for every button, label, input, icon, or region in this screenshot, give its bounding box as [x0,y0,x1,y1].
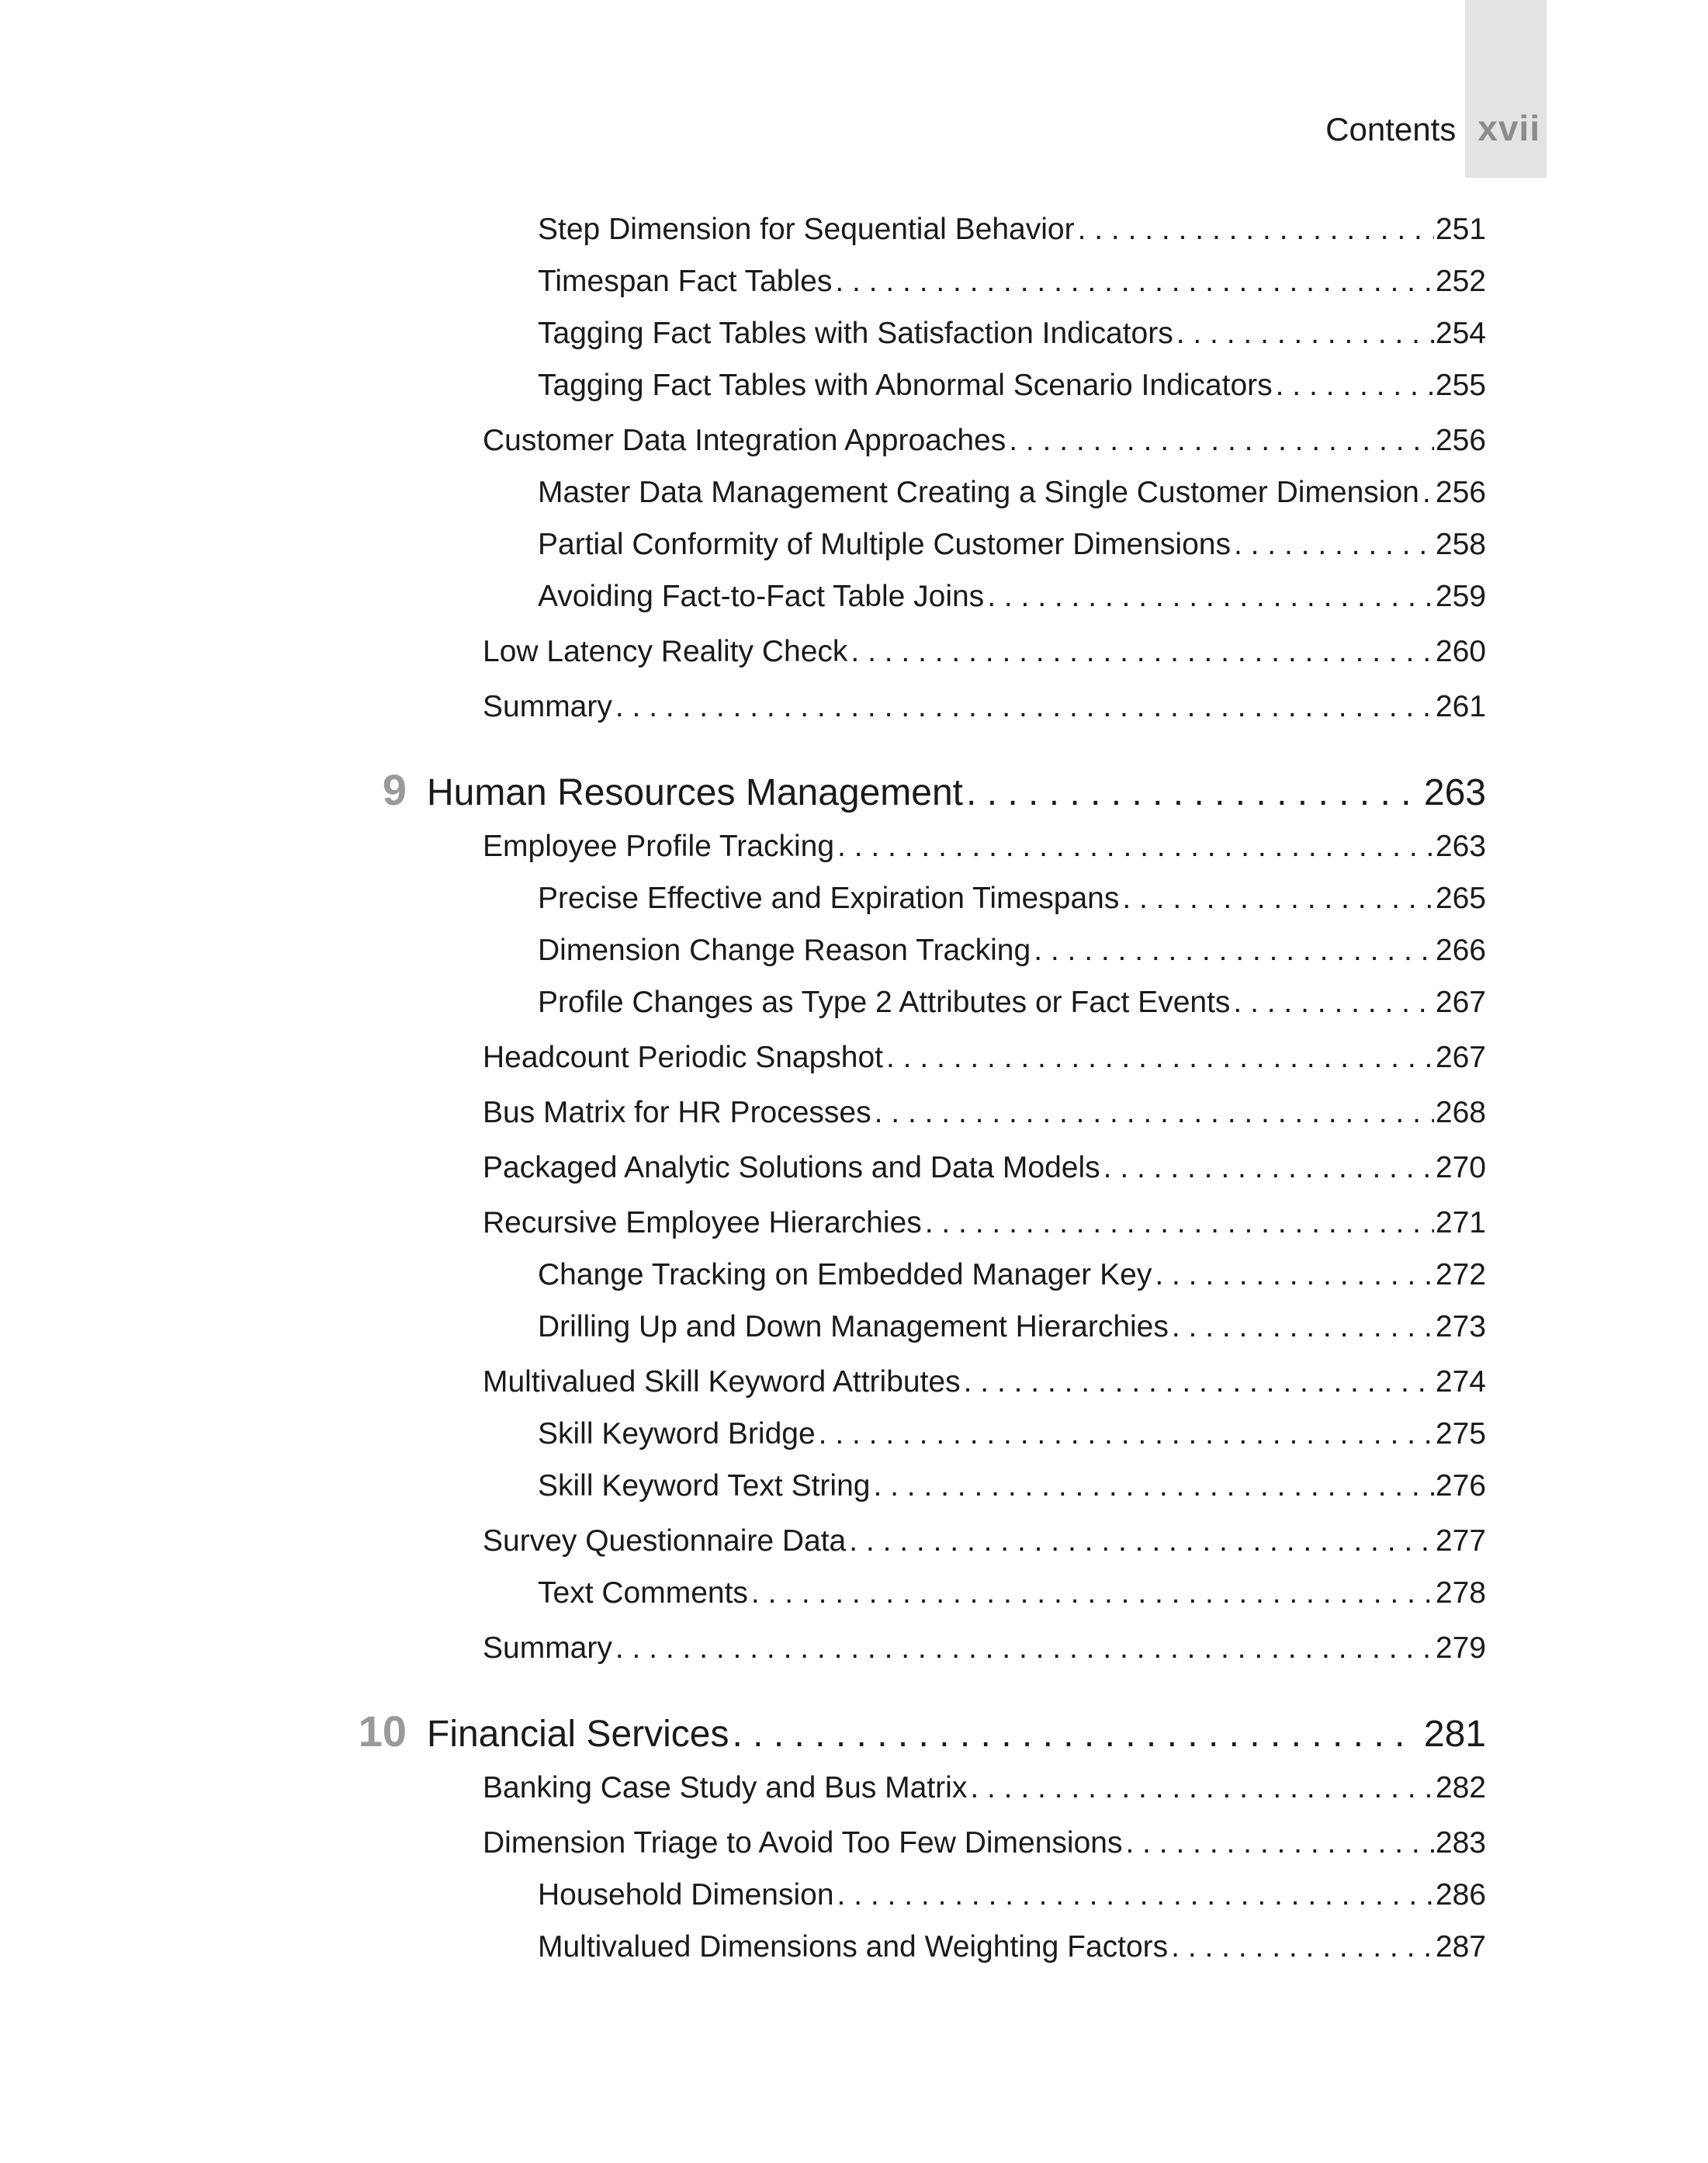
dot-leader [615,688,1434,726]
chapter-title: Human Resources Management [427,772,964,813]
dot-leader [1078,211,1434,248]
toc-entry-page: 274 [1435,1365,1486,1399]
toc-entry-title: Tagging Fact Tables with Satisfaction Indicators [538,317,1173,350]
dot-leader [964,1364,1434,1401]
dot-leader [835,263,1434,300]
dot-leader [1122,880,1434,917]
dot-leader [1171,1929,1434,1966]
toc-entry-page: 268 [1435,1096,1486,1129]
toc-entry-page: 283 [1435,1826,1486,1860]
chapter-page: 281 [1423,1714,1486,1755]
toc-entry[interactable] [538,263,1486,300]
toc-entry[interactable] [538,1575,1486,1612]
toc-entry-page: 258 [1435,528,1486,561]
dot-leader [1233,984,1434,1021]
toc-entry-title: Change Tracking on Embedded Manager Key [538,1258,1152,1291]
toc-entry-title: Master Data Management Creating a Single Customer Dimension [538,476,1419,509]
dot-leader [1103,1149,1434,1187]
toc-entry[interactable] [538,1929,1486,1966]
toc-entry-page: 275 [1435,1417,1486,1451]
dot-leader [1176,315,1434,352]
toc-entry-title: Household Dimension [538,1878,834,1912]
dot-leader [970,1770,1434,1807]
dot-leader [837,828,1434,865]
dot-leader [849,1523,1434,1560]
toc-entry[interactable] [538,1309,1486,1346]
toc-entry[interactable] [483,422,1486,459]
toc-entry-page: 271 [1435,1206,1486,1239]
dot-leader [873,1468,1433,1505]
toc-entry-title: Summary [483,1631,612,1665]
toc-entry-title: Skill Keyword Bridge [538,1417,816,1451]
toc-entry-title: Text Comments [538,1576,748,1610]
dot-leader [1234,526,1434,563]
toc-entry[interactable] [483,1825,1486,1862]
toc-entry[interactable] [483,1630,1486,1667]
dot-leader [875,1094,1434,1132]
toc-entry-title: Low Latency Reality Check [483,635,848,668]
toc-entry-page: 282 [1435,1771,1486,1804]
toc-entry-title: Survey Questionnaire Data [483,1524,847,1558]
toc-entry-title: Employee Profile Tracking [483,830,835,863]
toc-entry-page: 254 [1435,317,1486,350]
toc-entry[interactable] [538,1257,1486,1294]
toc-entry[interactable] [538,1468,1486,1505]
toc-entry[interactable] [538,932,1486,969]
toc-entry-page: 277 [1435,1524,1486,1558]
chapter-number: 10 [358,1707,407,1756]
toc-entry-page: 267 [1435,986,1486,1019]
toc-entry-title: Bus Matrix for HR Processes [483,1096,871,1129]
toc-entry-title: Packaged Analytic Solutions and Data Models [483,1151,1100,1184]
toc-entry-page: 266 [1435,934,1486,967]
header-page-number: xvii [1478,108,1540,148]
toc-entry-title: Timespan Fact Tables [538,265,833,298]
toc-entry[interactable] [483,1770,1486,1807]
toc-entry-title: Tagging Fact Tables with Abnormal Scenario Indicators [538,369,1273,402]
toc-entry-title: Step Dimension for Sequential Behavior [538,213,1075,246]
toc-entry[interactable] [483,1039,1486,1076]
toc-entry-title: Multivalued Dimensions and Weighting Factors [538,1930,1169,1964]
toc-entry[interactable] [483,1364,1486,1401]
toc-entry-page: 286 [1435,1878,1486,1912]
toc-entry[interactable] [483,1523,1486,1560]
dot-leader [615,1630,1434,1667]
dot-leader [1422,474,1434,511]
toc-entry-title: Precise Effective and Expiration Timespans [538,882,1120,915]
toc-entry-title: Drilling Up and Down Management Hierarchies [538,1310,1169,1343]
toc-entry[interactable] [483,1205,1486,1242]
dot-leader [966,771,1413,814]
dot-leader [819,1416,1434,1453]
dot-leader [987,578,1434,615]
toc-entry[interactable] [538,315,1486,352]
dot-leader [1172,1309,1434,1346]
toc-entry-page: 256 [1435,476,1486,509]
dot-leader [1155,1257,1434,1294]
toc-entry[interactable] [538,880,1486,917]
toc-entry-page: 287 [1435,1930,1486,1964]
dot-leader [1276,367,1434,404]
toc-entry-page: 279 [1435,1631,1486,1665]
dot-leader [925,1205,1434,1242]
toc-entry[interactable] [483,633,1486,671]
toc-entry-title: Partial Conformity of Multiple Customer Dimensions [538,528,1231,561]
toc-entry-page: 278 [1435,1576,1486,1610]
chapter-heading[interactable] [326,1706,1486,1756]
dot-leader [1009,422,1434,459]
toc-entry-page: 267 [1435,1041,1486,1074]
dot-leader [886,1039,1434,1076]
toc-entry-title: Recursive Employee Hierarchies [483,1206,922,1239]
toc-entry-page: 251 [1435,213,1486,246]
toc-entry-title: Summary [483,690,612,723]
dot-leader [837,1877,1434,1914]
toc-entry-page: 259 [1435,580,1486,613]
toc-entry-title: Profile Changes as Type 2 Attributes or Fact Events [538,986,1231,1019]
toc-entry[interactable] [483,1149,1486,1187]
toc-entry-page: 272 [1435,1258,1486,1291]
dot-leader [732,1713,1412,1756]
toc-entry-page: 261 [1435,690,1486,723]
toc-entry-page: 256 [1435,424,1486,457]
chapter-number: 9 [382,765,407,814]
toc-entry[interactable] [538,526,1486,563]
toc-entry-title: Skill Keyword Text String [538,1469,871,1503]
toc-entry[interactable] [538,578,1486,615]
chapter-title: Financial Services [427,1714,729,1755]
dot-leader [1125,1825,1433,1862]
toc-entry-title: Banking Case Study and Bus Matrix [483,1771,968,1804]
toc-entry-title: Dimension Change Reason Tracking [538,934,1031,967]
toc-entry-page: 273 [1435,1310,1486,1343]
chapter-heading[interactable] [326,764,1486,814]
dot-leader [851,633,1434,671]
toc-entry[interactable] [538,367,1486,404]
chapter-page: 263 [1423,772,1486,813]
toc-entry-page: 260 [1435,635,1486,668]
toc-entry[interactable] [483,1094,1486,1132]
toc-entry[interactable] [538,984,1486,1021]
toc-entry-page: 263 [1435,830,1486,863]
toc-entry-title: Multivalued Skill Keyword Attributes [483,1365,961,1399]
toc-entry-title: Headcount Periodic Snapshot [483,1041,884,1074]
toc-entry[interactable] [538,211,1486,248]
toc-entry-title: Avoiding Fact-to-Fact Table Joins [538,580,985,613]
toc-entry[interactable] [483,688,1486,726]
dot-leader [751,1575,1434,1612]
toc-entry[interactable] [483,828,1486,865]
toc-entry-page: 252 [1435,265,1486,298]
header-label: Contents [1325,111,1457,147]
toc-entry-page: 255 [1435,369,1486,402]
toc-entry-page: 265 [1435,882,1486,915]
dot-leader [1034,932,1434,969]
toc-entry[interactable] [538,474,1486,511]
toc-entry-title: Customer Data Integration Approaches [483,424,1006,457]
toc-entry[interactable] [538,1416,1486,1453]
toc-entry-page: 276 [1435,1469,1486,1503]
toc-entry[interactable] [538,1877,1486,1914]
toc-entry-page: 270 [1435,1151,1486,1184]
toc-entry-title: Dimension Triage to Avoid Too Few Dimensions [483,1826,1123,1860]
